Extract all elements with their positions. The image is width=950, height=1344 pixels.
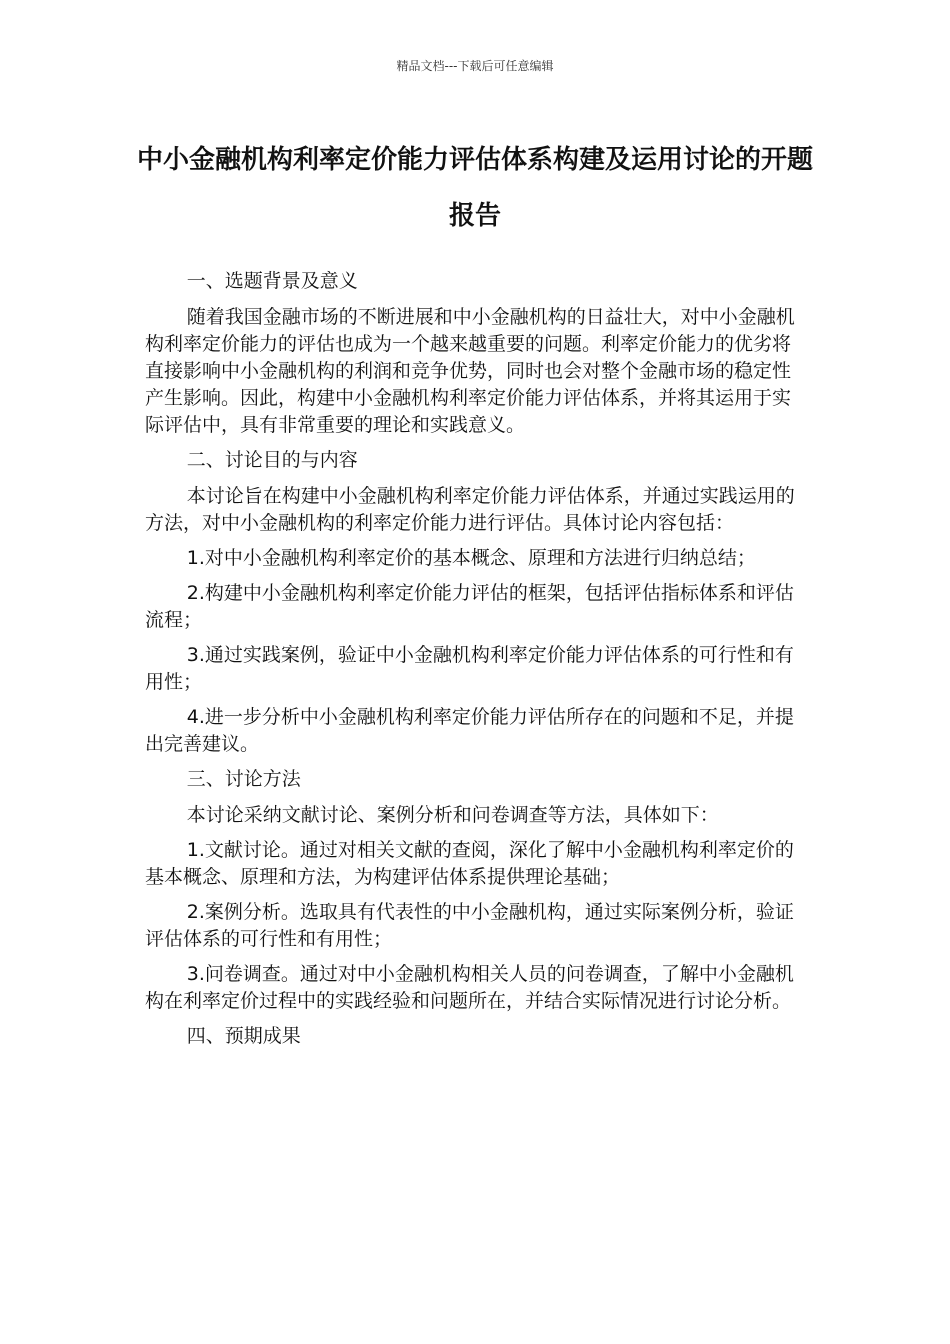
paragraph-purpose-intro: 本讨论旨在构建中小金融机构利率定价能力评估体系，并通过实践运用的方法，对中小金融机构的利率定价能力进行评估。具体讨论内容包括：	[145, 485, 795, 534]
document-title: 中小金融机构利率定价能力评估体系构建及运用讨论的开题报告	[136, 145, 813, 231]
section-heading-method: 三、讨论方法	[186, 768, 301, 790]
paragraph-background: 随着我国金融市场的不断进展和中小金融机构的日益壮大，对中小金融机构利率定价能力的评估也成为一个越来越重要的问题。利率定价能力的优劣将直接影响中小金融机构的利润和竞争优势，同时也会对整个金融市场的稳定性产生影响。因此，构建中小金融机构利率定价能力评估体系，并将其运用于实际评估中，具有非常重要的理论和实践意义。	[145, 306, 795, 436]
header-note: 精品文档---下载后可任意编辑	[396, 59, 554, 73]
section-heading-purpose: 二、讨论目的与内容	[186, 449, 358, 471]
list-item-purpose-2: 2.构建中小金融机构利率定价能力评估的框架，包括评估指标体系和评估流程；	[145, 582, 794, 631]
paragraph-method-intro: 本讨论采纳文献讨论、案例分析和问卷调查等方法，具体如下：	[186, 804, 719, 826]
list-item-method-2: 2.案例分析。选取具有代表性的中小金融机构，通过实际案例分析，验证评估体系的可行性和有用性；	[145, 901, 794, 950]
list-item-purpose-4: 4.进一步分析中小金融机构利率定价能力评估所存在的问题和不足，并提出完善建议。	[145, 706, 794, 755]
section-heading-background: 一、选题背景及意义	[186, 270, 358, 292]
section-heading-expected-results: 四、预期成果	[186, 1025, 301, 1047]
list-item-method-1: 1.文献讨论。通过对相关文献的查阅，深化了解中小金融机构利率定价的基本概念、原理和方法，为构建评估体系提供理论基础；	[145, 839, 794, 888]
list-item-method-3: 3.问卷调查。通过对中小金融机构相关人员的问卷调查，了解中小金融机构在利率定价过程中的实践经验和问题所在，并结合实际情况进行讨论分析。	[145, 963, 794, 1012]
list-item-purpose-1: 1.对中小金融机构利率定价的基本概念、原理和方法进行归纳总结；	[186, 547, 756, 569]
list-item-purpose-3: 3.通过实践案例，验证中小金融机构利率定价能力评估体系的可行性和有用性；	[145, 644, 794, 693]
document-body	[145, 268, 805, 1059]
